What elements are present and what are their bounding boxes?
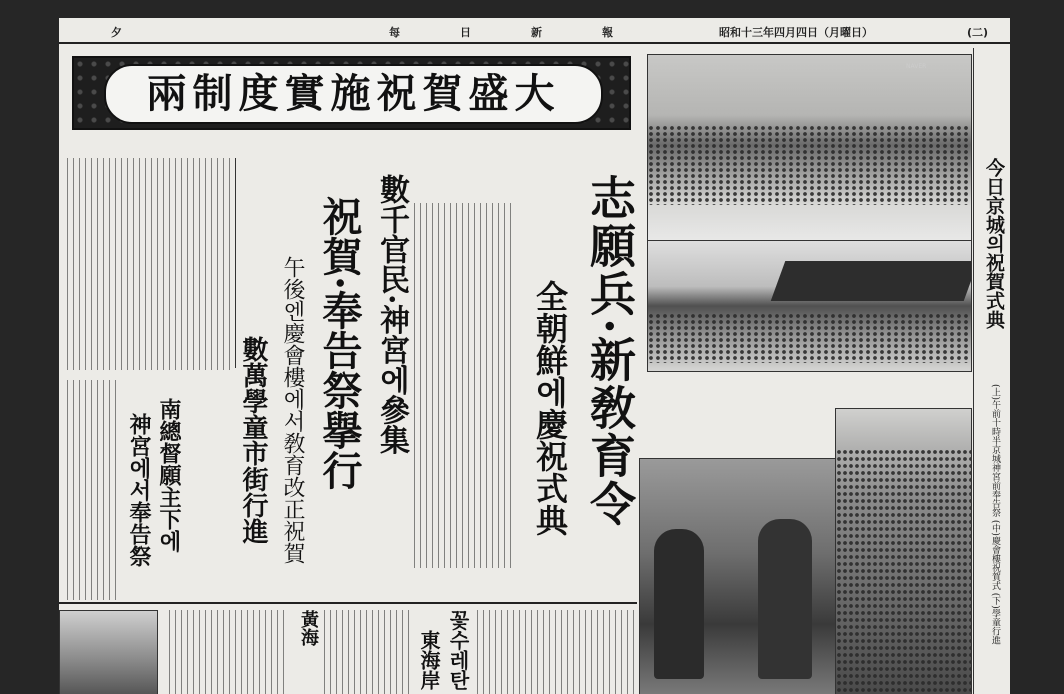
sub-headline-3: 午後엔慶會樓에서敎育改正祝賀 <box>280 256 305 564</box>
right-column-title: 今日京城의祝賀式典 <box>983 158 1005 329</box>
paper-name: 每日新報 <box>389 26 673 39</box>
main-headline: 志願兵·新敎育令 <box>583 174 637 529</box>
newspaper-page <box>59 18 1010 694</box>
bottom-headline-1: 黃海 <box>298 610 319 646</box>
bottom-headline-2: 꽃수레탄 <box>446 610 470 690</box>
section-divider <box>59 602 637 604</box>
seated-officer-1 <box>654 529 704 679</box>
photo-hall-ceremony <box>647 240 972 372</box>
issue-date: 昭和十三年四月四日（月曜日） <box>719 26 873 39</box>
bottom-text-block-3 <box>477 610 637 694</box>
page-number: (二) <box>967 26 989 39</box>
sub-headline-4: 數萬學童市街行進 <box>238 336 268 544</box>
photo-officials-seated <box>639 458 837 694</box>
bottom-text-block-2 <box>324 610 414 694</box>
body-text-block-1 <box>67 158 232 370</box>
column-headline-2: 神宮에서奉告祭 <box>126 413 152 567</box>
right-column-caption: (上)午前十時半京城神宮前奉告祭 (中)慶會樓祝賀式 (下)學童行進 <box>990 384 1000 645</box>
seated-officer-2 <box>758 519 812 679</box>
crowd-texture <box>648 125 971 205</box>
body-text-block-3 <box>414 203 516 568</box>
photo-students-crowd <box>835 408 972 694</box>
photo-watermark: NAVER <box>906 63 927 70</box>
right-column-rule <box>973 48 974 694</box>
bottom-headline-3: 東海岸 <box>417 630 441 690</box>
crowd-texture <box>836 449 971 694</box>
sub-headline-1: 數千官民·神宮에參集 <box>374 174 409 455</box>
banner <box>72 56 631 130</box>
masthead <box>59 18 1010 44</box>
edition-label: 夕 <box>111 26 122 39</box>
pavilion-roof <box>771 261 972 301</box>
banner-title: 兩制度實施祝賀盛大 <box>104 64 603 124</box>
sub-headline-2: 祝賀·奉告祭擧行 <box>316 196 363 490</box>
photo-shrine-ceremony <box>647 54 972 256</box>
bottom-left-photo <box>59 610 158 694</box>
bottom-text-block <box>169 610 289 694</box>
main-subheadline: 全朝鮮에慶祝式典 <box>531 280 569 536</box>
column-headline-1: 南總督願主下에 <box>156 398 182 552</box>
crowd-texture <box>648 313 971 363</box>
body-text-block-2 <box>67 380 117 600</box>
